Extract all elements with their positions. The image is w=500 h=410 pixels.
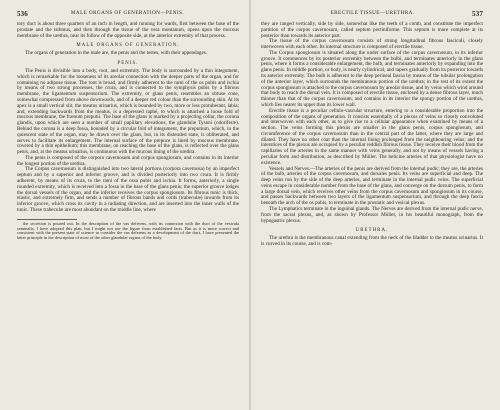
left-paragraph: The Penis is divisible into a body, root, and extremity. The body is surrounded by a thin integument, which is remarkable for the looseness of its areolar connection with the deeper parts of the organ, and for containing no adipose tissue. The root is broad, and firmly adherent to the rami of the os pubis and ischia by means of two strong processes, the crura, and is connected to the symphysis pubis by a fibrous membrane, the ligamentum suspensorium. The extremity, or glans penis, resembles an obtuse cone, somewhat compressed from above downwards, and of a deeper red colour than the surrounding skin. At its apex is a small vertical slit, the meatus urinarius, which is bounded by two, more or less protuberant, labia; and, extending backwards from the meatus, is a depressed raphé, to which is attached a loose fold of mucous membrane, the frænum preputii. The base of the glans is marked by a projecting collar, the corona glandis, upon which are seen a number of small papillary elevations, the glandulæ Tysoni (odoriferæ). Behind the corona is a deep fossa, bounded by a circular fold of integument, the preputium, which, in the quiescent state of the organ, may be drawn over the glans, but, in its distended state, is obliterated, and serves to facilitate its enlargement. The internal surface of the prepuce is lined by mucous membrane, covered by a thin epithelium; this membrane, on reaching the base of the glans, is reflected over the glans penis, and, at the meatus urinarius, is continuous with the mucous lining of the urethra. bbox=[17, 68, 239, 156]
footnote-rule bbox=[17, 219, 77, 220]
subheading-penis: PENIS. bbox=[117, 61, 139, 67]
right-page bbox=[251, 0, 500, 410]
left-page-header bbox=[17, 10, 239, 18]
left-page-number: 536 bbox=[17, 10, 28, 18]
right-page-header bbox=[261, 10, 483, 18]
right-paragraph: The Corpus spongiosum is situated along the under surface of the corpus cavernosum, in its inferior groove. It commences by its posterior extremity between the bulbi, and terminates anteriorly in the glans penis, where it forms a considerable enlargement, the bulb, and terminates anteriorly by expanding into the glans penis. In middle portion, or body, is nearly cylindrical, and tapers gradually from its posterior towards its anterior extremity. The bulb is adherent to the deep perineal fascia by means of the tubular prolongation of the anterior layer, which surrounds the membranous portion of the urethra; in the rest of its extent the corpus spongiosum is attached to the corpus cavernosum by areolar tissue, and by veins which wind around that body to reach the dorsal vein. It is composed of erectile tissue, enclosed by a dense fibrous layer, much thinner than that of the corpus cavernosum, and contains in its interior the spongy portion of the urethra, which lies nearer its upper than its lower wall. bbox=[261, 49, 483, 108]
right-paragraph: Vessels and Nerves.—The arteries of the penis are derived from the internal pudic; they are, the arteries of the bulb, arteries of the corpus cavernosum, and dorsales penis. Its veins are superficial and deep. The deep veins run by the side of the deep arteries, and terminate in the internal pudic veins. The superficial veins escape in considerable number from the base of the glans, and converge on the dorsum penis, to form a large dorsal vein, which receives other veins from the corpus cavernosum and spongiosum in its course, and passes backwards between two layers of the ligamentum suspensorium, and through the deep fascia beneath the arch of the os pubis, to terminate in the prostatic and vesical plexus. bbox=[261, 165, 483, 207]
left-paragraph: The organs of generation in the male are, the penis and the testes, with their appendages. bbox=[25, 50, 208, 57]
left-page bbox=[0, 0, 249, 410]
footnote: the secretion is poured out. In the description of the vas deferens, with its connexion with the duct of the vesicula seminalis, I have adopted this plan, but I might not use the figure from established facts. But as it is more correct and consistent with the present state of science to consider the vas deferens as a development of the duct, I have presented the latter principle in the description of most of the other glandular organs of the body. bbox=[17, 220, 239, 241]
right-page-number: 537 bbox=[472, 10, 483, 18]
left-paragraph: tory duct is about three quarters of an inch in length, and running for wards, first between the base of the prostate and the isthmus, and then through the tissue of the vera montanum, opens upon the mucous membrane of the urethra, near its follow of the opposite side, at the anterior extremity of that process. bbox=[17, 21, 239, 39]
right-paragraph: The tissue of the corpus cavernosum consists of strong longitudinal fibrous fasciculi, closely interwoven with each other. Its internal structure is composed of erectile tissue. bbox=[261, 38, 483, 51]
right-running-head: ERECTILE TISSUE—URETHRA. bbox=[330, 10, 415, 16]
right-paragraph: Erectile tissue is a peculiar cellulo-vascular structure, entering to a considerable proportion into the composition of the organs of generation. It consists essentially of a plexus of veins so closely convoluted and interwoven with each other, as to give rise to a cellular appearance when examined by means of a section. The veins forming this plexus are smaller in the glans penis, corpus spongiosum, and circumference of the corpus cavernosum than in the central part of the latter, where they are large and dilated. They have no other coat than the internal lining prolonged from the neighbouring veins; and the interstices of the plexus are occupied by a peculiar reddish fibrous tissue. They receive their blood from the capillaries of the arteries in the same manner with veins generally, and not by means of vessels having a peculiar form and distribution, as described by Müller. The helicine arteries of that physiologist have no existence. bbox=[261, 107, 483, 166]
left-running-head: MALE ORGANS OF GENERATION—PENIS. bbox=[70, 10, 185, 16]
right-paragraph: The Lymphatics terminate in the inguinal glands. The Nerves are derived from the internal pudic nerve, from the sacral plexus, and, as shown by Professor Müller, in his beautiful monograph, from the hypogastric plexus. bbox=[261, 206, 483, 224]
subheading-urethra: URETHRA. bbox=[355, 228, 389, 234]
left-paragraph: The Corpus cavernosum is distinguished into two lateral portions (corpora cavernosa) by an imperfect septum and by a superior and inferior groove, and is divided posteriorly into two crura. It is firmly adherent, by means of its crura, to the rami of the ossa pubis and ischia. It forms, anteriorly, a single rounded extremity, which is received into a fossa in the base of the glans penis; the superior groove lodges the dorsal vessels of the organ, and the inferior receives the corpus spongiosum. Its fibrous tunic is thick, elastic, and extremely firm, and sends a number of fibrous bands and cords (trabeculæ) inwards from its inferior groove, which cross its cavity in a radiating direction, and are inserted into the inner walls of the tunic. These trabeculæ are most abundant on the middle line, where bbox=[17, 166, 239, 213]
right-paragraph: The urethra is the membranous canal extending from the neck of the bladder to the meatus urinarius. It is curved in its course, and is com- bbox=[261, 235, 483, 248]
left-paragraph: The penis is composed of the corpora cavernosum and corpus spongiosum, and contains in its interior the longest portion of the urethra. bbox=[17, 154, 239, 167]
section-heading: MALE ORGANS OF GENERATION. bbox=[76, 43, 180, 49]
right-paragraph: they are ranged vertically, side by side, somewhat like the teeth of a comb, and constitute the imperfect partition of the corpus cavernosum, called septum pectiniforme. This septum is more complete at its posterior than towards its anterior part. bbox=[261, 21, 483, 39]
